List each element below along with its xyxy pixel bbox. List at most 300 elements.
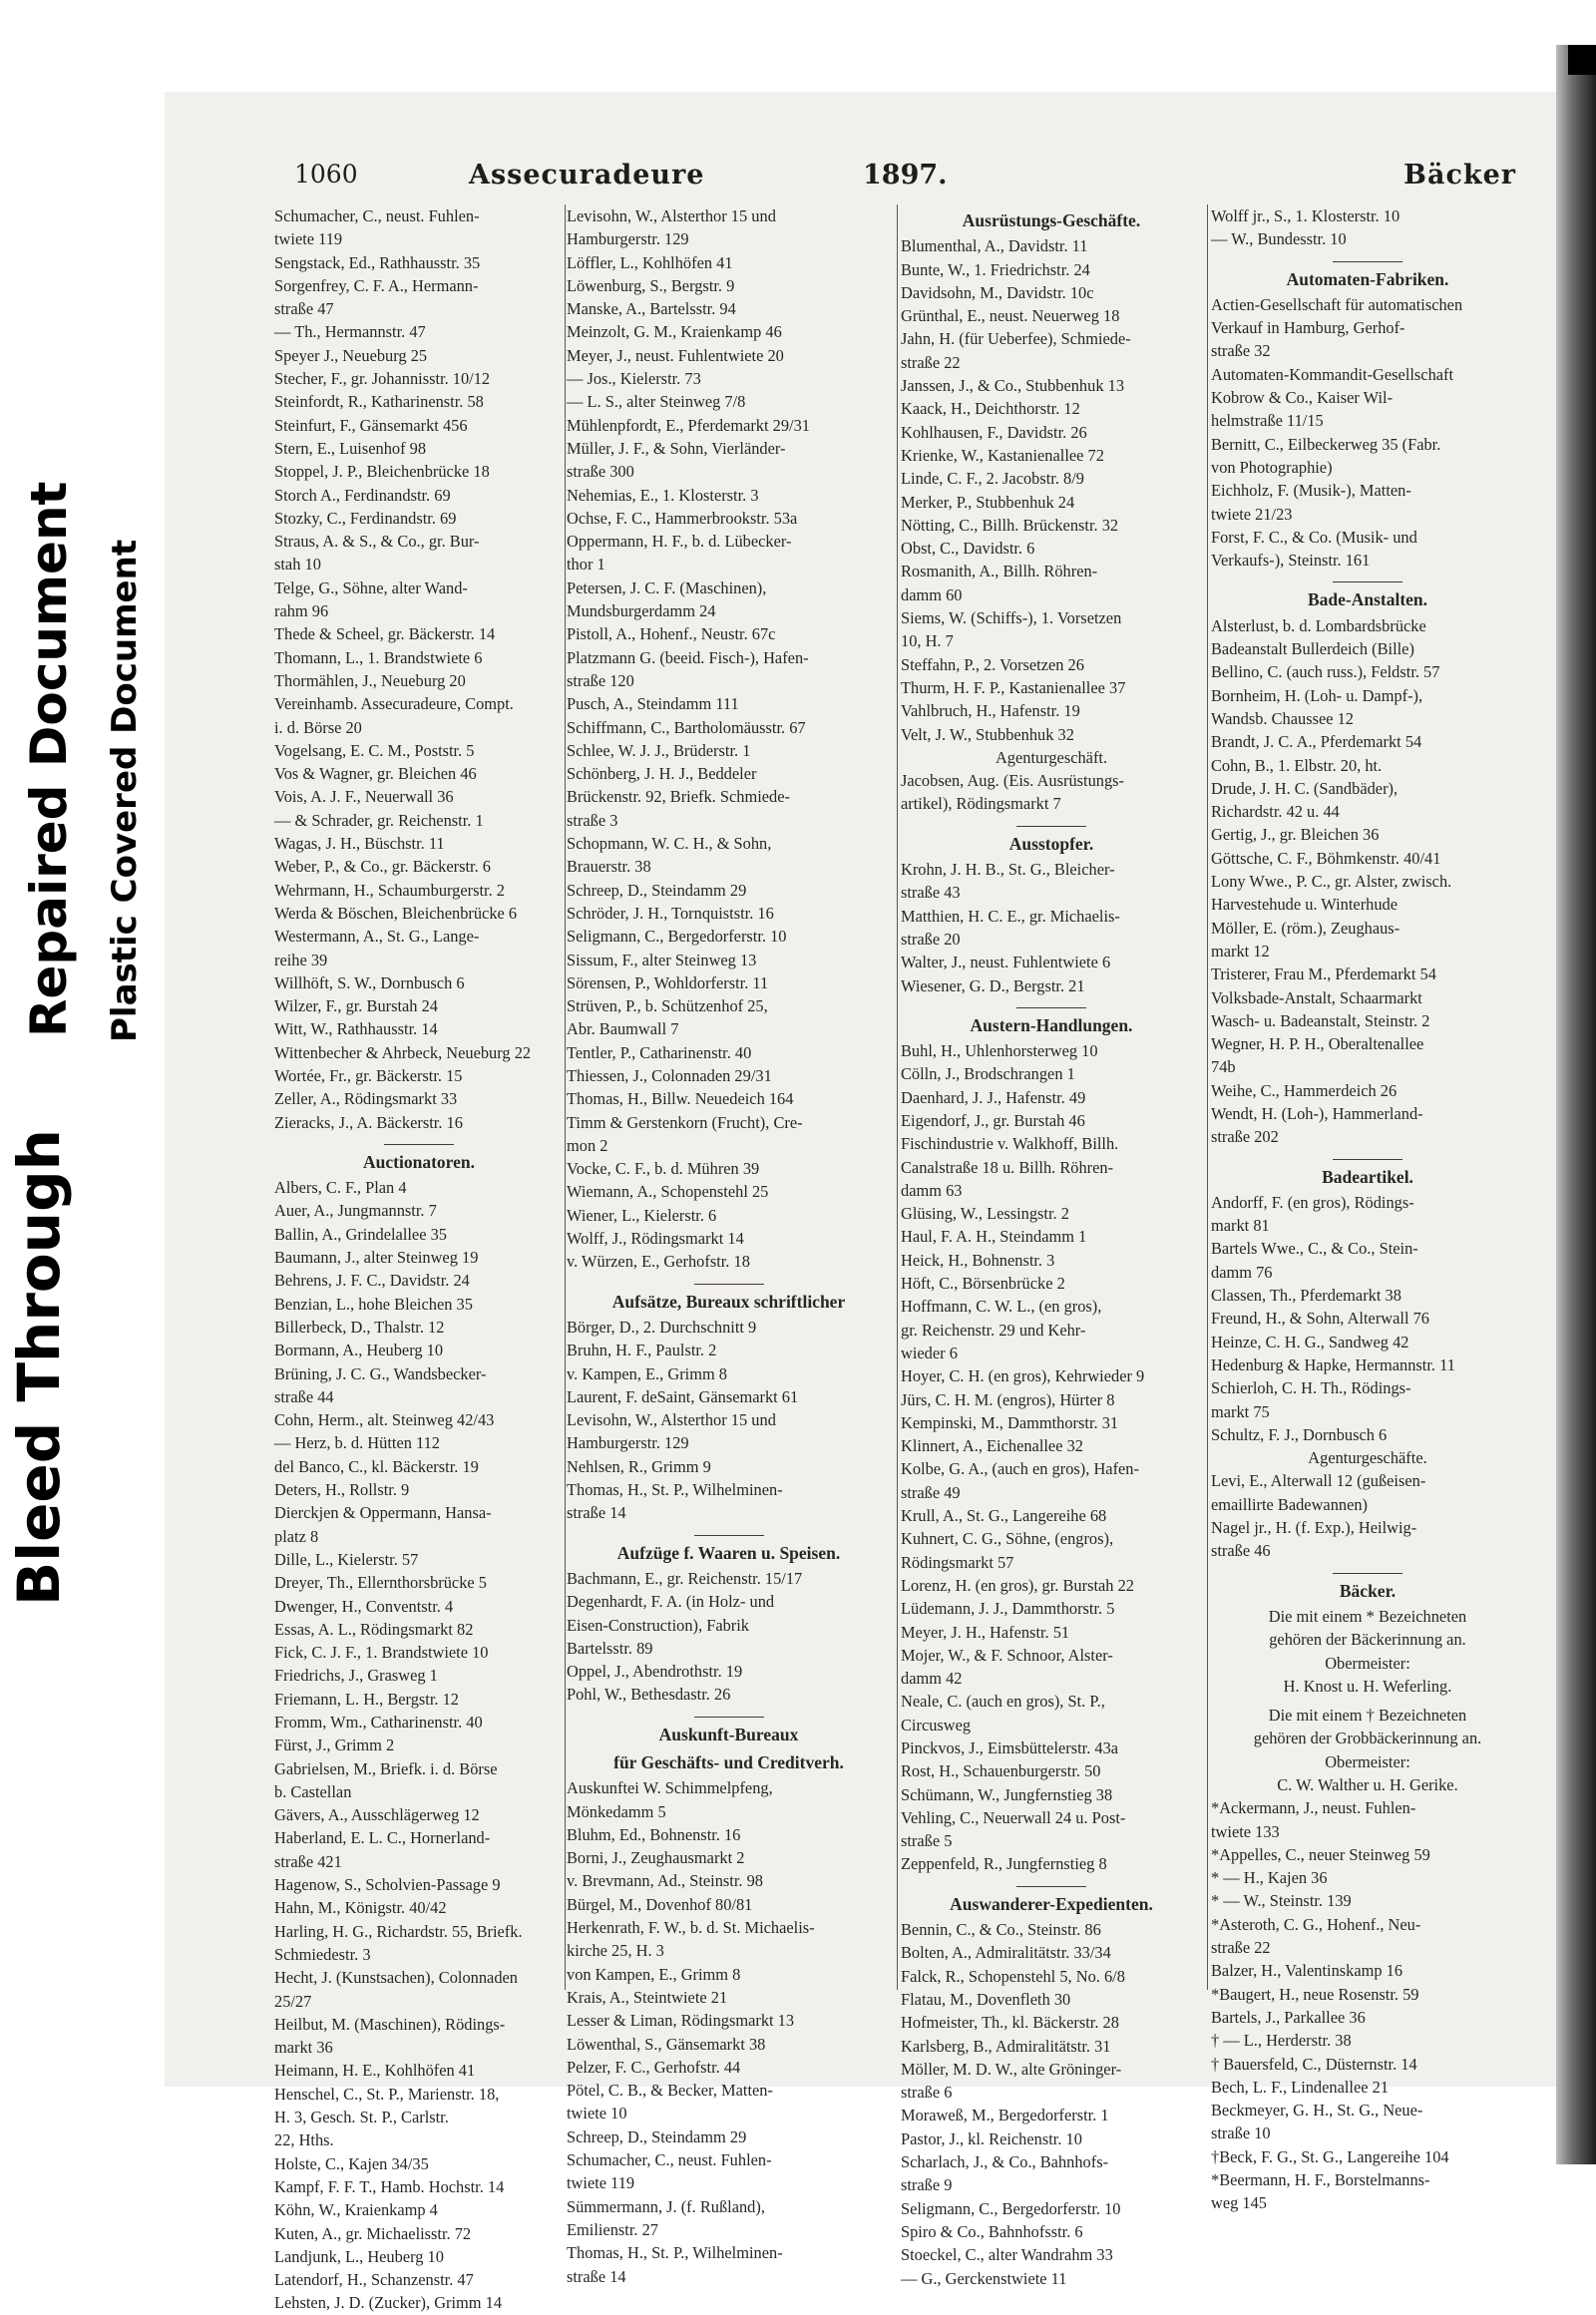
directory-entry: Kohlhausen, F., Davidstr. 26	[901, 422, 1087, 442]
directory-entry: Schümann, W., Jungfernstieg 38	[901, 1784, 1113, 1804]
directory-entry: Wehrmann, H., Schaumburgerstr. 2	[274, 880, 505, 900]
directory-entry: Hecht, J. (Kunstsachen), Colonnaden	[274, 1968, 518, 1988]
directory-entry: — Herz, b. d. Hütten 112	[274, 1433, 440, 1453]
directory-entry: Wolff, J., Rödingsmarkt 14	[567, 1229, 744, 1249]
directory-entry: 25/27	[274, 1991, 312, 2011]
directory-entry: Stecher, F., gr. Johannisstr. 10/12	[274, 369, 491, 389]
directory-entry: Stern, E., Luisenhof 98	[274, 438, 427, 458]
directory-entry: Haul, F. A. H., Steindamm 1	[901, 1227, 1087, 1247]
directory-entry: Bartels, J., Parkallee 36	[1211, 2007, 1366, 2027]
section-note: Obermeister:	[1325, 1751, 1410, 1771]
directory-entry: Beckmeyer, G. H., St. G., Neue-	[1211, 2101, 1423, 2121]
directory-entry: Auskunftei W. Schimmelpfeng,	[567, 1778, 773, 1798]
directory-entry: Latendorf, H., Schanzenstr. 47	[274, 2270, 474, 2290]
section-heading: Badeartikel.	[1322, 1166, 1413, 1187]
directory-entry: straße 20	[901, 929, 961, 949]
directory-entry: Canalstraße 18 u. Billh. Röhren-	[901, 1157, 1114, 1177]
directory-entry: Löffler, L., Kohlhöfen 41	[567, 252, 733, 272]
plastic-covered-label: Plastic Covered Document	[105, 539, 145, 1042]
directory-entry: * — W., Steinstr. 139	[1211, 1891, 1352, 1911]
directory-entry: Falck, R., Schopenstehl 5, No. 6/8	[901, 1966, 1125, 1986]
directory-entry: Verkaufs-), Steinstr. 161	[1211, 551, 1371, 571]
directory-entry: Vehling, C., Neuerwall 24 u. Post-	[901, 1807, 1126, 1827]
directory-entry: Göttsche, C. F., Böhmkenstr. 40/41	[1211, 848, 1441, 868]
page-number: 1060	[294, 160, 358, 189]
section-separator	[694, 1535, 764, 1536]
section-note: Die mit einem * Bezeichneten	[1268, 1606, 1467, 1626]
directory-entry: Manske, A., Bartelsstr. 94	[567, 299, 736, 319]
directory-entry: markt 36	[274, 2038, 333, 2058]
directory-entry: Wortée, Fr., gr. Bäckerstr. 15	[274, 1065, 463, 1085]
directory-entry: Cohn, B., 1. Elbstr. 20, ht.	[1211, 755, 1383, 775]
directory-entry: Schultz, F. J., Dornbusch 6	[1211, 1424, 1388, 1444]
directory-entry: Fischindustrie v. Walkhoff, Billh.	[901, 1134, 1119, 1154]
directory-entry: Weber, P., & Co., gr. Bäckerstr. 6	[274, 857, 491, 877]
directory-entry: Thiessen, J., Colonnaden 29/31	[567, 1065, 772, 1085]
section-note: gehören der Grobbäckerinnung an.	[1253, 1729, 1482, 1748]
directory-entry: straße 47	[274, 299, 334, 319]
directory-entry: Spiro & Co., Bahnhofsstr. 6	[901, 2221, 1083, 2241]
page-edge-shadow	[1556, 45, 1596, 2164]
section-separator	[1333, 581, 1402, 582]
directory-entry: Levi, E., Alterwall 12 (gußeisen-	[1211, 1471, 1426, 1491]
directory-entry: Linde, C. F., 2. Jacobstr. 8/9	[901, 469, 1084, 489]
section-heading: Ausstopfer.	[1008, 833, 1094, 854]
directory-entry: *Baugert, H., neue Rosenstr. 59	[1211, 1984, 1419, 2004]
directory-entry: straße 202	[1211, 1127, 1279, 1147]
directory-entry: Deters, H., Rollstr. 9	[274, 1480, 410, 1500]
directory-entry: Kuhnert, C. G., Söhne, (engros),	[901, 1529, 1114, 1549]
directory-entry: straße 9	[901, 2175, 953, 2195]
section-note: Agenturgeschäfte.	[1308, 1448, 1427, 1468]
directory-entry: Classen, Th., Pferdemarkt 38	[1211, 1286, 1401, 1306]
directory-entry: markt 81	[1211, 1216, 1270, 1236]
directory-entry: Jürs, C. H. M. (engros), Hürter 8	[901, 1389, 1115, 1409]
directory-entry: Flatau, M., Dovenfleth 30	[901, 1989, 1071, 2009]
directory-entry: Wasch- u. Badeanstalt, Steinstr. 2	[1211, 1010, 1430, 1030]
directory-entry: Schröder, J. H., Tornquiststr. 16	[567, 903, 774, 923]
column-divider	[897, 204, 898, 1990]
directory-entry: Bunte, W., 1. Friedrichstr. 24	[901, 259, 1090, 279]
directory-entry: Kolbe, G. A., (auch en gros), Hafen-	[901, 1459, 1139, 1479]
directory-entry: Billerbeck, D., Thalstr. 12	[274, 1317, 445, 1337]
directory-entry: Werda & Böschen, Bleichenbrücke 6	[274, 903, 518, 923]
directory-entry: Hamburgerstr. 129	[567, 1433, 689, 1453]
directory-entry: Pelzer, F. C., Gerhofstr. 44	[567, 2057, 741, 2077]
directory-entry: Daenhard, J. J., Hafenstr. 49	[901, 1087, 1086, 1107]
directory-entry: Bluhm, Ed., Bohnenstr. 16	[567, 1824, 741, 1844]
directory-entry: Drude, J. H. C. (Sandbäder),	[1211, 778, 1398, 798]
directory-entry: Lehsten, J. D. (Zucker), Grimm 14	[274, 2293, 503, 2313]
directory-entry: Schopmann, W. C. H., & Sohn,	[567, 834, 772, 854]
directory-entry: Mönkedamm 5	[567, 1801, 666, 1821]
directory-entry: Harvestehude u. Winterhude	[1211, 895, 1398, 915]
directory-entry: Thurm, H. F. P., Kastanienallee 37	[901, 677, 1126, 697]
directory-entry: Essas, A. L., Rödingsmarkt 82	[274, 1619, 474, 1639]
directory-entry: straße 14	[567, 1503, 626, 1523]
directory-entry: v. Brevmann, Ad., Steinstr. 98	[567, 1871, 763, 1891]
directory-entry: 10, H. 7	[901, 631, 954, 651]
directory-entry: Gabrielsen, M., Briefk. i. d. Börse	[274, 1758, 498, 1778]
directory-entry: Steffahn, P., 2. Vorsetzen 26	[901, 654, 1084, 674]
directory-entry: Actien-Gesellschaft für automatischen	[1211, 294, 1463, 314]
directory-entry: Heick, H., Bohnenstr. 3	[901, 1250, 1055, 1270]
directory-entry: Thede & Scheel, gr. Bäckerstr. 14	[274, 624, 496, 644]
directory-entry: damm 63	[901, 1180, 963, 1200]
directory-entry: Behrens, J. F. C., Davidstr. 24	[274, 1271, 470, 1291]
directory-entry: von Kampen, E., Grimm 8	[567, 1964, 741, 1984]
section-heading: Auskunft-Bureaux	[658, 1724, 799, 1744]
directory-column-2	[567, 204, 891, 2286]
year: 1897.	[863, 160, 948, 191]
directory-entry: Nötting, C., Billh. Brückenstr. 32	[901, 515, 1119, 535]
directory-entry: Meyer, J. H., Hafenstr. 51	[901, 1622, 1070, 1642]
directory-entry: Thormählen, J., Neueburg 20	[274, 670, 466, 690]
directory-entry: *Beermann, H. F., Borstelmanns-	[1211, 2170, 1430, 2190]
side-labels	[0, 481, 160, 1616]
directory-entry: von Photographie)	[1211, 457, 1333, 477]
section-note: Obermeister:	[1325, 1653, 1410, 1673]
directory-entry: Schönberg, J. H. J., Beddeler	[567, 764, 757, 784]
directory-entry: Eisen-Construction), Fabrik	[567, 1615, 750, 1635]
directory-entry: v. Kampen, E., Grimm 8	[567, 1363, 727, 1383]
directory-entry: straße 10	[1211, 2123, 1271, 2143]
directory-entry: Börger, D., 2. Durchschnitt 9	[567, 1317, 757, 1337]
directory-entry: Schumacher, C., neust. Fuhlen-	[274, 206, 480, 225]
directory-entry: Pinckvos, J., Eimsbüttelerstr. 43a	[901, 1738, 1119, 1757]
directory-entry: Westermann, A., St. G., Lange-	[274, 927, 480, 947]
directory-entry: Kobrow & Co., Kaiser Wil-	[1211, 388, 1394, 408]
directory-entry: Oppermann, H. F., b. d. Lübecker-	[567, 532, 792, 552]
directory-entry: kirche 25, H. 3	[567, 1941, 664, 1961]
directory-entry: Fürst, J., Grimm 2	[274, 1736, 395, 1755]
section-heading: Automaten-Fabriken.	[1286, 268, 1449, 289]
directory-entry: Krull, A., St. G., Langereihe 68	[901, 1506, 1107, 1526]
directory-entry: Bartelsstr. 89	[567, 1638, 653, 1658]
directory-entry: Friemann, L. H., Bergstr. 12	[274, 1689, 459, 1709]
directory-entry: Kampf, F. F. T., Hamb. Hochstr. 14	[274, 2176, 505, 2196]
directory-entry: Degenhardt, F. A. (in Holz- und	[567, 1592, 775, 1612]
directory-entry: Abr. Baumwall 7	[567, 1019, 679, 1039]
directory-entry: Bruhn, H. F., Paulstr. 2	[567, 1341, 717, 1360]
directory-entry: Kuten, A., gr. Michaelisstr. 72	[274, 2223, 472, 2243]
directory-entry: Forst, F. C., & Co. (Musik- und	[1211, 527, 1417, 547]
section-heading: Auctionatoren.	[363, 1151, 475, 1172]
directory-entry: Bormann, A., Heuberg 10	[274, 1341, 444, 1360]
directory-entry: reihe 39	[274, 950, 328, 969]
directory-entry: Köhn, W., Kraienkamp 4	[274, 2200, 438, 2220]
directory-entry: Hofmeister, Th., kl. Bäckerstr. 28	[901, 2013, 1119, 2033]
directory-entry: Heimann, H. E., Kohlhöfen 41	[274, 2061, 476, 2081]
directory-entry: Jacobsen, Aug. (Eis. Ausrüstungs-	[901, 771, 1124, 791]
section-heading: Bade-Anstalten.	[1307, 589, 1428, 610]
directory-entry: Circusweg	[901, 1715, 972, 1735]
directory-entry: Eichholz, F. (Musik-), Matten-	[1211, 481, 1411, 501]
directory-entry: Schlee, W. J. J., Brüderstr. 1	[567, 740, 751, 760]
directory-entry: Davidsohn, M., Davidstr. 10c	[901, 282, 1094, 302]
section-note: gehören der Bäckerinnung an.	[1269, 1630, 1466, 1650]
directory-entry: straße 6	[901, 2083, 953, 2103]
section-separator	[694, 1717, 764, 1718]
directory-entry: straße 14	[567, 2266, 626, 2286]
directory-entry: Brauerstr. 38	[567, 857, 651, 877]
section-heading: Bäcker.	[1339, 1580, 1396, 1601]
directory-entry: Schierloh, C. H. Th., Rödings-	[1211, 1378, 1411, 1398]
directory-column-4	[1211, 204, 1524, 2213]
directory-entry: Hoffmann, C. W. L., (en gros),	[901, 1297, 1102, 1317]
directory-entry: Obst, C., Davidstr. 6	[901, 539, 1035, 559]
section-note: Die mit einem † Bezeichneten	[1268, 1706, 1467, 1726]
directory-entry: Ballin, A., Grindelallee 35	[274, 1224, 447, 1244]
section-separator	[694, 1284, 764, 1285]
directory-entry: straße 300	[567, 462, 634, 482]
directory-entry: twiete 10	[567, 2104, 627, 2123]
directory-entry: Blumenthal, A., Davidstr. 11	[901, 236, 1088, 256]
directory-entry: Brüning, J. C. G., Wandsbecker-	[274, 1363, 487, 1383]
directory-entry: Zieracks, J., A. Bäckerstr. 16	[274, 1112, 463, 1132]
directory-entry: Bornheim, H. (Loh- u. Dampf-),	[1211, 685, 1423, 705]
directory-entry: twiete 21/23	[1211, 504, 1293, 524]
directory-entry: Bachmann, E., gr. Reichenstr. 15/17	[567, 1568, 803, 1588]
directory-entry: Cohn, Herm., alt. Steinweg 42/43	[274, 1410, 495, 1430]
section-separator	[1333, 1159, 1402, 1160]
section-separator	[1016, 1886, 1086, 1887]
directory-entry: Wolff jr., S., 1. Klosterstr. 10	[1211, 206, 1400, 225]
section-heading: Austern-Handlungen.	[970, 1014, 1133, 1035]
directory-entry: damm 42	[901, 1669, 963, 1689]
directory-entry: rahm 96	[274, 601, 329, 621]
directory-entry: Vois, A. J. F., Neuerwall 36	[274, 787, 454, 807]
directory-entry: Janssen, J., & Co., Stubbenhuk 13	[901, 376, 1125, 396]
directory-entry: wieder 6	[901, 1343, 958, 1362]
directory-entry: Glüsing, W., Lessingstr. 2	[901, 1204, 1069, 1224]
directory-entry: Mundsburgerdamm 24	[567, 601, 716, 621]
directory-entry: Krienke, W., Kastanienallee 72	[901, 445, 1104, 465]
repaired-document-label: Repaired Document	[20, 481, 78, 1037]
page-edge-corner	[1568, 45, 1596, 75]
directory-entry: Stoppel, J. P., Bleichenbrücke 18	[274, 462, 490, 482]
directory-entry: Müller, J. F., & Sohn, Vierländer-	[567, 438, 786, 458]
section-heading: Aufzüge f. Waaren u. Speisen.	[616, 1542, 841, 1563]
directory-entry: 22, Hths.	[274, 2130, 334, 2150]
directory-entry: † — L., Herderstr. 38	[1211, 2031, 1352, 2051]
directory-entry: Kempinski, M., Dammthorstr. 31	[901, 1412, 1119, 1432]
directory-entry: — & Schrader, gr. Reichenstr. 1	[274, 810, 484, 830]
directory-entry: Witt, W., Rathhausstr. 14	[274, 1019, 438, 1039]
section-heading: Ausrüstungs-Geschäfte.	[962, 210, 1141, 230]
directory-entry: Levisohn, W., Alsterthor 15 und	[567, 1410, 776, 1430]
directory-entry: Dwenger, H., Conventstr. 4	[274, 1596, 454, 1616]
directory-entry: v. Würzen, E., Gerhofstr. 18	[567, 1252, 750, 1272]
directory-entry: Vos & Wagner, gr. Bleichen 46	[274, 764, 477, 784]
directory-entry: Lony Wwe., P. C., gr. Alster, zwisch.	[1211, 872, 1452, 892]
directory-entry: Buhl, H., Uhlenhorsterweg 10	[901, 1041, 1098, 1061]
directory-entry: Tentler, P., Catharinenstr. 40	[567, 1042, 752, 1062]
directory-entry: Rost, H., Schauenburgerstr. 50	[901, 1761, 1101, 1781]
directory-entry: markt 75	[1211, 1401, 1270, 1421]
directory-entry: Verkauf in Hamburg, Gerhof-	[1211, 318, 1405, 338]
section-separator	[1333, 261, 1402, 262]
directory-entry: Rosmanith, A., Billh. Röhren-	[901, 562, 1098, 581]
directory-entry: Meyer, J., neust. Fuhlentwiete 20	[567, 345, 784, 365]
directory-entry: Sörensen, P., Wohldorferstr. 11	[567, 972, 769, 992]
directory-entry: del Banco, C., kl. Bäckerstr. 19	[274, 1456, 479, 1476]
directory-entry: — Th., Hermannstr. 47	[274, 322, 426, 342]
directory-entry: Vahlbruch, H., Hafenstr. 19	[901, 701, 1080, 721]
directory-entry: Brückenstr. 92, Briefk. Schmiede-	[567, 787, 790, 807]
directory-entry: Thomann, L., 1. Brandstwiete 6	[274, 647, 483, 667]
directory-entry: straße 421	[274, 1851, 342, 1871]
directory-entry: Benzian, L., hohe Bleichen 35	[274, 1294, 473, 1314]
directory-entry: straße 22	[1211, 1938, 1271, 1958]
directory-entry: Steinfurt, F., Gänsemarkt 456	[274, 415, 468, 435]
directory-entry: Krohn, J. H. B., St. G., Bleicher-	[901, 860, 1115, 880]
directory-entry: Nehemias, E., 1. Klosterstr. 3	[567, 485, 759, 505]
directory-entry: Hamburgerstr. 129	[567, 229, 689, 249]
directory-entry: †Beck, F. G., St. G., Langereihe 104	[1211, 2146, 1449, 2166]
directory-entry: Stozky, C., Ferdinandstr. 69	[274, 508, 457, 528]
directory-entry: Schumacher, C., neust. Fuhlen-	[567, 2150, 772, 2170]
directory-entry: Nehlsen, R., Grimm 9	[567, 1456, 711, 1476]
directory-entry: twiete 119	[567, 2173, 635, 2193]
directory-entry: Nagel jr., H. (f. Exp.), Heilwig-	[1211, 1518, 1417, 1538]
directory-entry: Herkenrath, F. W., b. d. St. Michaelis-	[567, 1918, 815, 1938]
directory-entry: Karlsberg, B., Admiralitätstr. 31	[901, 2036, 1111, 2056]
directory-entry: Bennin, C., & Co., Steinstr. 86	[901, 1920, 1101, 1940]
directory-entry: Siems, W. (Schiffs-), 1. Vorsetzen	[901, 608, 1122, 628]
directory-entry: Seligmann, C., Bergedorferstr. 10	[567, 927, 787, 947]
directory-entry: markt 12	[1211, 941, 1270, 961]
directory-entry: Holste, C., Kajen 34/35	[274, 2153, 429, 2173]
section-separator	[1016, 826, 1086, 827]
directory-entry: Wegner, H. P. H., Oberaltenallee	[1211, 1034, 1424, 1054]
directory-entry: Hedenburg & Hapke, Hermannstr. 11	[1211, 1354, 1455, 1374]
directory-entry: Speyer J., Neueburg 25	[274, 345, 428, 365]
directory-entry: Ochse, F. C., Hammerbrookstr. 53a	[567, 508, 798, 528]
directory-entry: thor 1	[567, 555, 605, 575]
directory-entry: straße 46	[1211, 1541, 1271, 1561]
directory-entry: Velt, J. W., Stubbenhuk 32	[901, 724, 1074, 744]
section-title: Bäcker	[1403, 160, 1516, 191]
directory-entry: Hagenow, S., Scholvien-Passage 9	[274, 1875, 501, 1895]
directory-entry: Thomas, H., St. P., Wilhelminen-	[567, 1480, 783, 1500]
directory-entry: Albers, C. F., Plan 4	[274, 1178, 407, 1198]
directory-entry: — G., Gerckenstwiete 11	[901, 2268, 1067, 2288]
directory-entry: Schmiedestr. 3	[274, 1944, 371, 1964]
directory-entry: Vogelsang, E. C. M., Poststr. 5	[274, 740, 475, 760]
directory-entry: damm 60	[901, 584, 963, 604]
directory-entry: Wilzer, F., gr. Burstah 24	[274, 996, 438, 1016]
directory-entry: Pusch, A., Steindamm 111	[567, 694, 739, 714]
directory-entry: stah 10	[274, 555, 321, 575]
directory-entry: Strüven, P., b. Schützenhof 25,	[567, 996, 768, 1016]
directory-entry: Bellino, C. (auch russ.), Feldstr. 57	[1211, 662, 1440, 682]
directory-entry: Gertig, J., gr. Bleichen 36	[1211, 825, 1380, 845]
running-title: Assecuradeure	[469, 160, 705, 191]
section-separator	[1333, 1573, 1402, 1574]
bleed-through-label: Bleed Through	[5, 1129, 73, 1606]
directory-entry: Grünthal, E., neust. Neuerweg 18	[901, 306, 1120, 326]
directory-entry: 74b	[1211, 1057, 1236, 1077]
page-header	[294, 160, 1516, 199]
directory-entry: Straus, A. & S., & Co., gr. Bur-	[274, 532, 480, 552]
directory-entry: helmstraße 11/15	[1211, 411, 1324, 431]
directory-entry: Matthien, H. C. E., gr. Michaelis-	[901, 906, 1120, 926]
directory-entry: Neale, C. (auch en gros), St. P.,	[901, 1692, 1105, 1712]
directory-entry: Wiener, L., Kielerstr. 6	[567, 1205, 717, 1225]
directory-entry: Timm & Gerstenkorn (Frucht), Cre-	[567, 1112, 803, 1132]
directory-entry: Krais, A., Steintwiete 21	[567, 1987, 728, 2007]
section-subheading: für Geschäfts- und Creditverh.	[613, 1752, 844, 1772]
directory-column-3	[901, 204, 1202, 2288]
directory-entry: Meinzolt, G. M., Kraienkamp 46	[567, 322, 782, 342]
directory-entry: — Jos., Kielerstr. 73	[567, 369, 701, 389]
directory-entry: Freund, H., & Sohn, Alterwall 76	[1211, 1309, 1429, 1329]
directory-entry: *Asteroth, C. G., Hohenf., Neu-	[1211, 1914, 1421, 1934]
directory-entry: — L. S., alter Steinweg 7/8	[567, 392, 746, 412]
directory-entry: platz 8	[274, 1526, 319, 1546]
directory-entry: — W., Bundesstr. 10	[1211, 229, 1347, 249]
directory-entry: Schiffmann, C., Bartholomäusstr. 67	[567, 717, 806, 737]
directory-entry: Oppel, J., Abendrothstr. 19	[567, 1662, 743, 1682]
directory-entry: Wandsb. Chaussee 12	[1211, 708, 1354, 728]
directory-entry: Thomas, H., St. P., Wilhelminen-	[567, 2243, 783, 2263]
directory-entry: Bernitt, C., Eilbeckerweg 35 (Fabr.	[1211, 434, 1441, 454]
directory-entry: Weihe, C., Hammerdeich 26	[1211, 1080, 1397, 1100]
directory-entry: Bürgel, M., Dovenhof 80/81	[567, 1894, 753, 1914]
directory-entry: Sengstack, Ed., Rathhausstr. 35	[274, 252, 481, 272]
directory-entry: † Bauersfeld, C., Düsternstr. 14	[1211, 2054, 1417, 2074]
directory-entry: Möller, M. D. W., alte Gröninger-	[901, 2059, 1122, 2079]
directory-entry: Vereinhamb. Assecuradeure, Compt.	[274, 694, 514, 714]
directory-entry: Wagas, J. H., Büschstr. 11	[274, 834, 445, 854]
directory-entry: Sorgenfrey, C. F. A., Hermann-	[274, 275, 479, 295]
directory-entry: Pötel, C. B., & Becker, Matten-	[567, 2081, 773, 2101]
directory-entry: Fromm, Wm., Catharinenstr. 40	[274, 1713, 483, 1732]
directory-entry: Lüdemann, J. J., Dammthorstr. 5	[901, 1599, 1115, 1619]
directory-entry: Rödingsmarkt 57	[901, 1552, 1014, 1572]
directory-entry: Tristerer, Frau M., Pferdemarkt 54	[1211, 965, 1436, 984]
directory-entry: gr. Reichenstr. 29 und Kehr-	[901, 1320, 1086, 1340]
directory-entry: Richardstr. 42 u. 44	[1211, 802, 1340, 822]
directory-entry: Sümmermann, J. (f. Rußland),	[567, 2196, 765, 2216]
directory-entry: Scharlach, J., & Co., Bahnhofs-	[901, 2152, 1109, 2172]
directory-entry: artikel), Rödingsmarkt 7	[901, 794, 1061, 814]
directory-entry: Platzmann G. (beeid. Fisch-), Hafen-	[567, 647, 809, 667]
directory-entry: *Appelles, C., neuer Steinweg 59	[1211, 1844, 1430, 1864]
directory-entry: Hoyer, C. H. (en gros), Kehrwieder 9	[901, 1366, 1145, 1386]
directory-entry: Stoeckel, C., alter Wandrahm 33	[901, 2245, 1113, 2265]
directory-entry: Volksbade-Anstalt, Schaarmarkt	[1211, 987, 1422, 1007]
directory-entry: emaillirte Badewannen)	[1211, 1494, 1369, 1514]
directory-entry: Dille, L., Kielerstr. 57	[274, 1549, 419, 1569]
section-note: C. W. Walther u. H. Gerike.	[1277, 1775, 1458, 1794]
directory-entry: Alsterlust, b. d. Lombardsbrücke	[1211, 615, 1426, 635]
section-separator	[1016, 1007, 1086, 1008]
directory-entry: Willhöft, S. W., Dornbusch 6	[274, 972, 465, 992]
directory-entry: Zeller, A., Rödingsmarkt 33	[274, 1089, 458, 1109]
directory-entry: Wiemann, A., Schopenstehl 25	[567, 1182, 769, 1202]
directory-entry: Fick, C. J. F., 1. Brandstwiete 10	[274, 1643, 489, 1663]
directory-entry: Andorff, F. (en gros), Rödings-	[1211, 1192, 1414, 1212]
directory-entry: Levisohn, W., Alsterthor 15 und	[567, 206, 776, 225]
directory-entry: straße 43	[901, 883, 961, 903]
directory-entry: Wittenbecher & Ahrbeck, Neueburg 22	[274, 1042, 532, 1062]
directory-entry: Heilbut, M. (Maschinen), Rödings-	[274, 2014, 506, 2034]
directory-entry: straße 120	[567, 670, 634, 690]
directory-entry: Automaten-Kommandit-Gesellschaft	[1211, 364, 1454, 384]
directory-entry: straße 22	[901, 352, 961, 372]
